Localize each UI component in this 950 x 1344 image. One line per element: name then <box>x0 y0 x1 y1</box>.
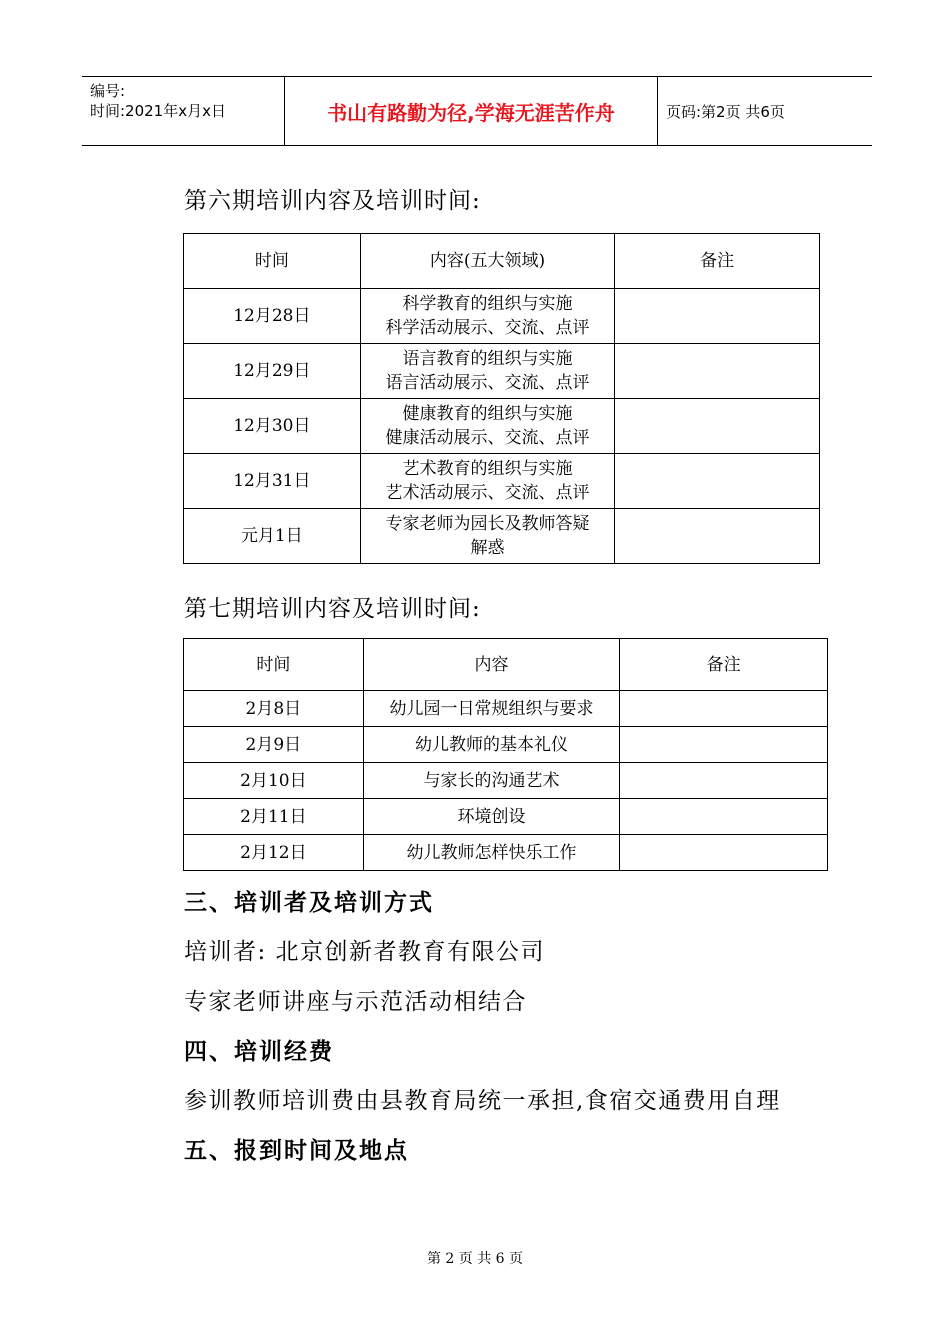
content-line: 健康活动展示、交流、点评 <box>385 428 590 448</box>
part4-heading: 四、培训经费 <box>184 1039 334 1065</box>
page-footer: 第 2 页 共 6 页 <box>426 1251 524 1267</box>
section7-table <box>183 638 828 871</box>
part3-trainer-line: 培训者: 北京创新者教育有限公司 <box>184 939 546 965</box>
content-cell <box>360 399 615 454</box>
content-line: 科学教育的组织与实施 <box>402 294 573 314</box>
note-cell <box>620 691 828 727</box>
table-row <box>184 691 828 727</box>
date-cell: 12月31日 <box>184 454 361 509</box>
note-cell <box>615 399 820 454</box>
number-label: 编号: <box>90 82 126 100</box>
note-cell <box>620 763 828 799</box>
header-cell-content: 内容(五大领域) <box>360 234 615 289</box>
table-row <box>184 835 828 871</box>
page-header <box>82 76 872 146</box>
part4-fee-line: 参训教师培训费由县教育局统一承担,食宿交通费用自理 <box>184 1088 781 1114</box>
content-cell: 环境创设 <box>363 799 620 835</box>
date-cell: 2月11日 <box>184 799 364 835</box>
part5-heading: 五、报到时间及地点 <box>184 1138 409 1164</box>
header-cell-note: 备注 <box>620 639 828 691</box>
content-cell: 与家长的沟通艺术 <box>363 763 620 799</box>
note-cell <box>615 289 820 344</box>
part3-method-line: 专家老师讲座与示范活动相结合 <box>184 989 527 1015</box>
table-header-row <box>184 639 828 691</box>
content-line: 健康教育的组织与实施 <box>402 404 573 424</box>
note-cell <box>615 344 820 399</box>
section6-title: 第六期培训内容及培训时间: <box>184 188 481 214</box>
table-row <box>184 454 820 509</box>
table-row <box>184 763 828 799</box>
date-cell: 2月12日 <box>184 835 364 871</box>
note-cell <box>615 509 820 564</box>
content-cell <box>360 454 615 509</box>
table-row <box>184 509 820 564</box>
note-cell <box>620 727 828 763</box>
content-line: 科学活动展示、交流、点评 <box>385 318 590 338</box>
note-cell <box>615 454 820 509</box>
content-line: 艺术活动展示、交流、点评 <box>385 483 590 503</box>
date-cell: 12月29日 <box>184 344 361 399</box>
section7-title: 第七期培训内容及培训时间: <box>184 596 481 622</box>
content-cell: 幼儿教师的基本礼仪 <box>363 727 620 763</box>
content-line: 艺术教育的组织与实施 <box>402 459 573 479</box>
content-line: 语言活动展示、交流、点评 <box>385 373 590 393</box>
part3-heading: 三、培训者及培训方式 <box>184 890 434 916</box>
header-motto: 书山有路勤为径,学海无涯苦作舟 <box>284 77 658 145</box>
content-cell: 幼儿园一日常规组织与要求 <box>363 691 620 727</box>
date-cell: 元月1日 <box>184 509 361 564</box>
table-row <box>184 344 820 399</box>
header-cell-time: 时间 <box>184 639 364 691</box>
header-page-label: 页码:第2页 共6页 <box>666 102 785 121</box>
table-row <box>184 399 820 454</box>
table-row <box>184 289 820 344</box>
date-cell: 12月28日 <box>184 289 361 344</box>
table-row <box>184 799 828 835</box>
content-line: 专家老师为园长及教师答疑 <box>385 514 590 534</box>
date-cell: 2月9日 <box>184 727 364 763</box>
note-cell <box>620 799 828 835</box>
time-label: 时间:2021年x月x日 <box>90 102 226 120</box>
date-cell: 12月30日 <box>184 399 361 454</box>
table-header-row <box>184 234 820 289</box>
header-meta <box>82 77 284 145</box>
note-cell <box>620 835 828 871</box>
header-cell-content: 内容 <box>363 639 620 691</box>
content-cell <box>360 344 615 399</box>
header-cell-note: 备注 <box>615 234 820 289</box>
date-cell: 2月8日 <box>184 691 364 727</box>
date-cell: 2月10日 <box>184 763 364 799</box>
content-cell <box>360 289 615 344</box>
content-cell: 幼儿教师怎样快乐工作 <box>363 835 620 871</box>
header-cell-time: 时间 <box>184 234 361 289</box>
table-row <box>184 727 828 763</box>
content-cell <box>360 509 615 564</box>
content-line: 解惑 <box>470 538 505 558</box>
section6-table <box>183 233 820 564</box>
content-line: 语言教育的组织与实施 <box>402 349 573 369</box>
